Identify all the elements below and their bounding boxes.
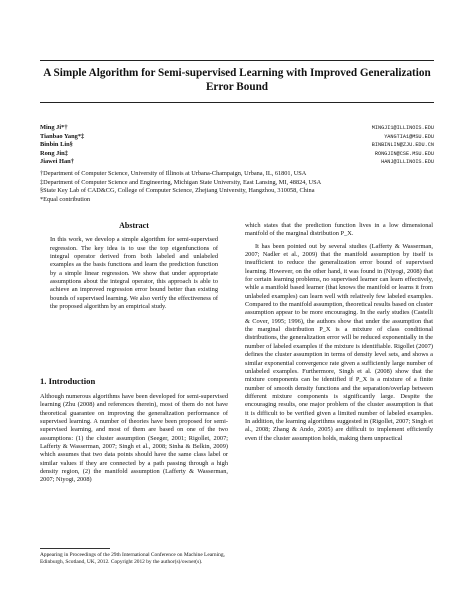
author-row bbox=[40, 141, 434, 150]
affiliation: §State Key Lab of CAD&CG, College of Computer Science, Zhejiang University, Hangzhou, 310058, China bbox=[40, 187, 315, 194]
author-name: Binbin Lin§ bbox=[40, 141, 73, 149]
footnote: Appearing in Proceedings of the 29th International Conference on Machine Learning, Edinburgh, Scotland, UK, 2012. Copyright 2012 by the author(s)/owner(s). bbox=[40, 552, 225, 565]
footnote-rule bbox=[40, 548, 110, 549]
affiliation: †Department of Computer Science, University of Illinois at Urbana-Champaign, Urbana, IL, 61801, USA bbox=[40, 170, 307, 177]
section-heading: 1. Introduction bbox=[40, 376, 96, 386]
author-name: Rong Jin‡ bbox=[40, 149, 68, 157]
author-row bbox=[40, 158, 434, 167]
author-name: Ming Ji*† bbox=[40, 124, 68, 131]
paper-title: A Simple Algorithm for Semi-supervised Learning with Improved Generalization Error Bound bbox=[43, 67, 431, 93]
right-paragraph: It has been pointed out by several studies (Lafferty & Wasserman, 2007; Nadler et al., 2009) that the manifold assumption by itself is insufficient to reduce the generalization error bound of supervised learning. However, on the other hand, it was found in (Niyogi, 2008) that for certain learning problems, no supervised learner can learn effectively, while a manifold based learner (that knows the manifold or learns it from unlabeled examples) can learn well with relatively few labeled examples. Compared to the manifold assumption, theoretical results based on cluster assumption appear to be more encouraging. In the early studies (Castelli & Cover, 1995; 1996), the authors show that under the assumption that the marginal distribution P_X is a mixture of class conditional distributions, the generalization error will be reduced exponentially in the number of labeled examples if the mixture is identifiable. Rigollet (2007) defines the cluster assumption in terms of density level sets, and shows a similar exponential convergence rate given a sufficiently large number of unlabeled examples. Furthermore, Singh et al. (2008) show that the mixture components can be identified if P_X is a mixture of a finite number of smooth density functions and the separation/overlap between different mixture components is significantly large. Despite the encouraging results, one major problem of the cluster assumption is that it is difficult to be verified given a limited number of labeled examples. In addition, the learning algorithms suggested in (Rigollet, 2007; Singh et al., 2008; Zhang & Ando, 2005) are difficult to implement efficiently even if the cluster assumption holds, making them unpractical bbox=[245, 242, 433, 442]
affiliations bbox=[40, 170, 434, 204]
author-name: Jiawei Han† bbox=[40, 158, 74, 166]
abstract-heading: Abstract bbox=[119, 221, 149, 230]
intro-text: Although numerous algorithms have been developed for semi-supervised learning (Zhu (2008) and references therein), most of them do not have theoretical guarantee on improving the generalization performance of supervised learning. A number of theories have been proposed for semi-supervised learning, and most of them are based on one of the two assumptions: (1) the cluster assumption (Seeger, 2001; Rigollet, 2007; Lafferty & Wasserman, 2007; Singh et al., 2008; Sinha & Belkin, 2009) which assumes that two data points should have the same class label or similar values if they are connected by a path passing through a high density region, (2) the manifold assumption (Lafferty & Wasserman, 2007; Niyogi, 2008) bbox=[40, 393, 228, 484]
affiliation: ‡Department of Computer Science and Engineering, Michigan State University, East Lansing, MI, 48824, USA bbox=[40, 178, 322, 186]
author-email[interactable]: BINBINLIN@ZJU.EDU.CN bbox=[371, 142, 434, 149]
author-row bbox=[40, 133, 434, 142]
affiliation: *Equal contribution bbox=[40, 195, 91, 203]
right-paragraph: which states that the prediction function lives in a low dimensional manifold of the marginal distribution P_X. bbox=[245, 222, 433, 238]
left-column bbox=[40, 222, 228, 311]
author-email[interactable]: RONGJIN@CSE.MSU.EDU bbox=[374, 150, 434, 157]
author-row bbox=[40, 150, 434, 159]
abstract-text: In this work, we develop a simple algorithm for semi-supervised regression. The key idea is to use the top eigenfunctions of integral operator derived from both labeled and unlabeled examples as the basis functions and learn the prediction function by a simple linear regression. We show that under appropriate assumptions about the integral operator, this approach is able to achieve an improved regression error bound better than existing bounds of supervised learning. We also verify the effectiveness of the proposed algorithm by an empirical study. bbox=[50, 236, 218, 311]
author-email[interactable]: HANJ@ILLINOIS.EDU bbox=[381, 159, 434, 166]
right-column bbox=[245, 222, 433, 443]
title-top-rule bbox=[40, 60, 434, 61]
author-list bbox=[40, 124, 434, 167]
author-email[interactable]: MINGJI1@ILLINOIS.EDU bbox=[371, 125, 434, 131]
author-name: Tianbao Yang*‡ bbox=[40, 132, 85, 140]
title-bottom-rule bbox=[40, 102, 434, 103]
author-row bbox=[40, 124, 434, 133]
author-email[interactable]: YANGTIA1@MSU.EDU bbox=[384, 133, 434, 140]
